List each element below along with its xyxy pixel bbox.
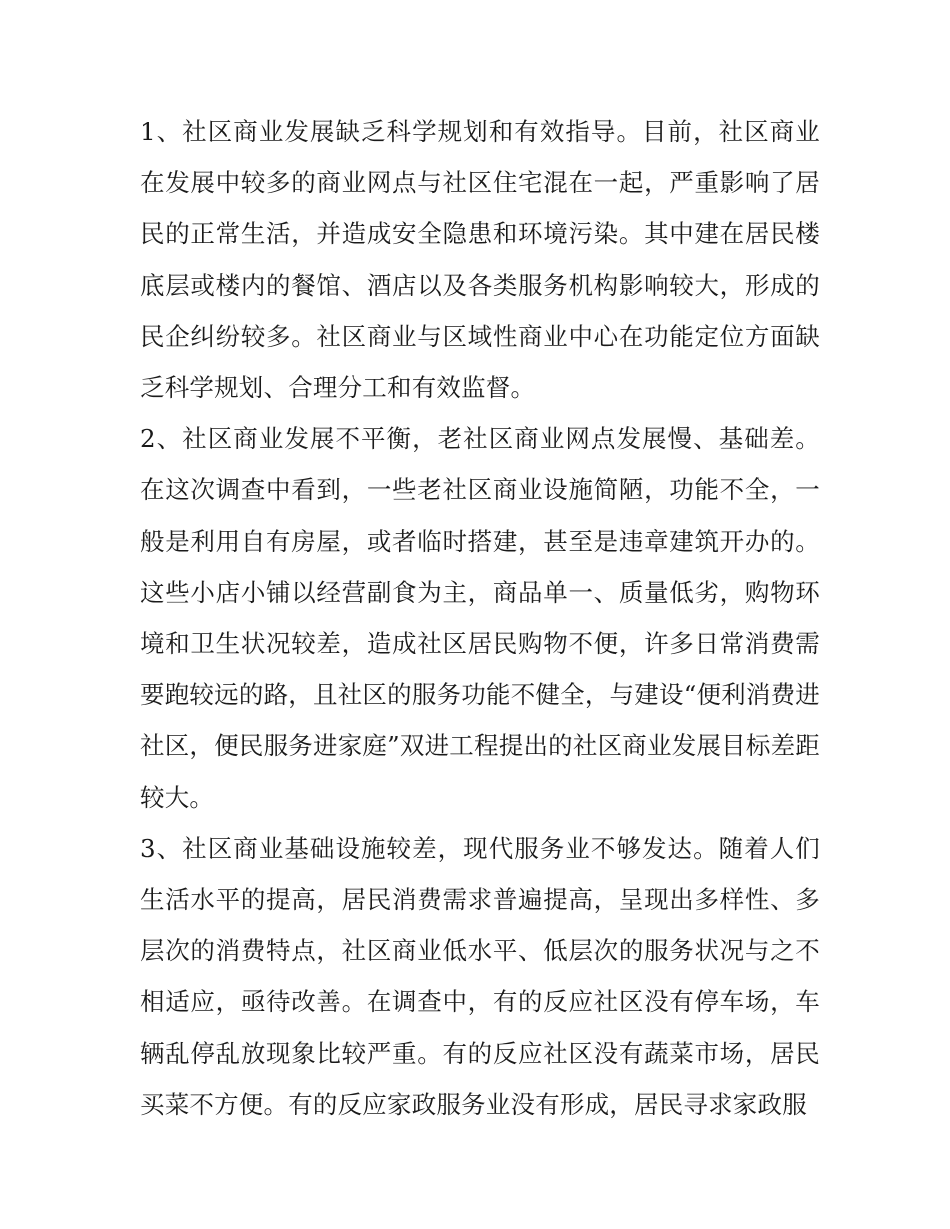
paragraph-3: 3、社区商业基础设施较差，现代服务业不够发达。随着人们生活水平的提高，居民消费需求普遍提高，呈现出多样性、多层次的消费特点，社区商业低水平、低层次的服务状况与之不相适应，亟待改善。在调查中，有的反应社区没有停车场，车辆乱停乱放现象比较严重。有的反应社区没有蔬菜市场，居民买菜不方便。有的反应家政服务业没有形成，居民寻求家政服 xyxy=(140,833,820,1119)
document-body xyxy=(140,106,820,1130)
paragraph-2: 2、社区商业发展不平衡，老社区商业网点发展慢、基础差。在这次调查中看到，一些老社区商业设施简陋，功能不全，一般是利用自有房屋，或者临时搭建，甚至是违章建筑开办的。这些小店小铺以经营副食为主，商品单一、质量低劣，购物环境和卫生状况较差，造成社区居民购物不便，许多日常消费需要跑较远的路，且社区的服务功能不健全，与建设“便利消费进社区，便民服务进家庭”双进工程提出的社区商业发展目标差距较大。 xyxy=(140,424,820,812)
paragraph-1: 1、社区商业发展缺乏科学规划和有效指导。目前，社区商业在发展中较多的商业网点与社区住宅混在一起，严重影响了居民的正常生活，并造成安全隐患和环境污染。其中建在居民楼底层或楼内的餐馆、酒店以及各类服务机构影响较大，形成的民企纠纷较多。社区商业与区域性商业中心在功能定位方面缺乏科学规划、合理分工和有效监督。 xyxy=(140,117,820,403)
